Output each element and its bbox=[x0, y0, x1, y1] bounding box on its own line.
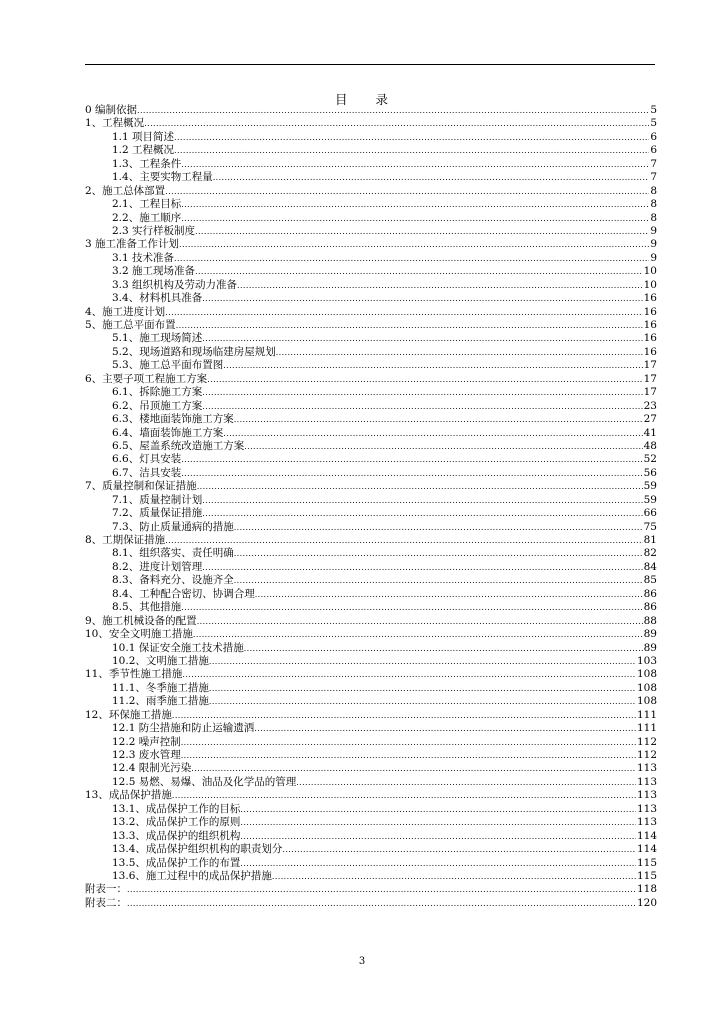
toc-leader-dots bbox=[237, 279, 643, 292]
toc-entry-title: 13、成品保护措施 bbox=[85, 789, 172, 802]
toc-leader-dots bbox=[244, 642, 643, 655]
toc-leader-dots bbox=[209, 682, 636, 695]
toc-leader-dots bbox=[181, 453, 642, 466]
toc-entry[interactable] bbox=[85, 427, 657, 440]
toc-leader-dots bbox=[174, 252, 649, 265]
toc-entry-title: 2.1、工程目标 bbox=[112, 198, 182, 211]
toc-entry[interactable] bbox=[85, 319, 657, 332]
toc-entry-page: 27 bbox=[643, 413, 657, 426]
toc-entry-title: 6.1、拆除施工方案 bbox=[112, 386, 203, 399]
toc-entry-title: 3 施工准备工作计划 bbox=[85, 238, 180, 251]
toc-entry-title: 7.1、质量控制计划 bbox=[112, 493, 203, 506]
toc-entry-page: 41 bbox=[643, 426, 657, 439]
toc-entry-page: 10 bbox=[643, 265, 657, 278]
toc-entry[interactable] bbox=[85, 171, 657, 184]
toc-entry-title: 2.3 实行样板制度 bbox=[112, 224, 196, 237]
toc-entry-page: 52 bbox=[643, 453, 657, 466]
toc-entry-title: 13.6、施工过程中的成品保护措施 bbox=[112, 869, 272, 882]
toc-entry-title: 附表一： bbox=[85, 883, 127, 896]
toc-leader-dots bbox=[244, 440, 642, 453]
toc-entry-title: 11.1、冬季施工措施 bbox=[112, 681, 209, 694]
toc-entry[interactable] bbox=[85, 252, 657, 265]
toc-entry-page: 113 bbox=[636, 789, 657, 802]
toc-leader-dots bbox=[254, 722, 636, 735]
toc-entry-page: 16 bbox=[643, 319, 657, 331]
toc-entry-title: 1.4、主要实物工程量 bbox=[112, 171, 213, 184]
toc-entry-page: 89 bbox=[643, 641, 657, 654]
page-number: 3 bbox=[358, 956, 366, 967]
toc-entry-page: 86 bbox=[643, 601, 657, 614]
toc-entry[interactable] bbox=[85, 185, 657, 198]
toc-entry-title: 0 编制依据 bbox=[85, 104, 138, 116]
toc-leader-dots bbox=[181, 467, 642, 480]
toc-entry-title: 4、施工进度计划 bbox=[85, 305, 166, 318]
toc-entry[interactable] bbox=[85, 400, 657, 413]
toc-entry-page: 23 bbox=[643, 399, 657, 412]
toc-entry-page: 8 bbox=[650, 211, 657, 224]
table-of-contents bbox=[85, 104, 657, 910]
toc-entry-title: 5、施工总平面布置 bbox=[85, 319, 176, 331]
toc-leader-dots bbox=[272, 870, 636, 883]
toc-entry-page: 112 bbox=[636, 749, 657, 761]
toc-leader-dots bbox=[234, 547, 643, 560]
toc-entry-title: 10.2、文明施工措施 bbox=[112, 654, 209, 667]
toc-entry-page: 5 bbox=[650, 104, 657, 116]
toc-entry-title: 7.2、质量保证措施 bbox=[112, 507, 203, 520]
toc-entry[interactable] bbox=[85, 144, 657, 157]
toc-entry[interactable] bbox=[85, 668, 657, 681]
toc-entry-page: 48 bbox=[643, 439, 657, 452]
toc-leader-dots bbox=[240, 830, 636, 843]
toc-entry-page: 6 bbox=[650, 130, 657, 143]
toc-leader-dots bbox=[181, 601, 642, 614]
toc-leader-dots bbox=[179, 238, 649, 251]
toc-entry-page: 113 bbox=[636, 816, 657, 829]
toc-entry-title: 8、工期保证措施 bbox=[85, 534, 166, 546]
toc-entry[interactable] bbox=[85, 413, 657, 426]
toc-entry-page: 111 bbox=[636, 722, 657, 735]
toc-leader-dots bbox=[181, 736, 636, 749]
toc-entry-page: 66 bbox=[643, 507, 657, 520]
toc-entry-title: 8.3、备料充分、设施齐全 bbox=[112, 574, 234, 587]
toc-entry-title: 12、环保施工措施 bbox=[85, 708, 172, 721]
toc-entry-title: 7、质量控制和保证措施 bbox=[85, 480, 197, 493]
toc-entry-title: 8.2、进度计划管理 bbox=[112, 560, 203, 573]
toc-leader-dots bbox=[181, 198, 649, 211]
toc-entry-page: 59 bbox=[643, 480, 657, 493]
toc-entry-page: 112 bbox=[636, 735, 657, 748]
toc-entry-page: 108 bbox=[636, 668, 657, 681]
toc-leader-dots bbox=[195, 225, 649, 238]
toc-leader-dots bbox=[191, 762, 636, 775]
toc-entry[interactable] bbox=[85, 574, 657, 587]
toc-entry-title: 8.5、其他措施 bbox=[112, 601, 182, 614]
toc-entry[interactable] bbox=[85, 104, 657, 117]
toc-entry-page: 85 bbox=[643, 574, 657, 587]
toc-entry-title: 6.2、吊顶施工方案 bbox=[112, 399, 203, 412]
toc-entry[interactable] bbox=[85, 762, 657, 775]
toc-entry-title: 13.4、成品保护组织机构的职责划分 bbox=[112, 843, 283, 856]
toc-leader-dots bbox=[181, 749, 636, 762]
toc-entry[interactable] bbox=[85, 655, 657, 668]
toc-entry-title: 3.1 技术准备 bbox=[112, 251, 175, 264]
toc-entry-title: 6.4、墙面装饰施工方案 bbox=[112, 426, 224, 439]
toc-entry-page: 115 bbox=[636, 869, 657, 882]
header-rule bbox=[85, 64, 655, 65]
toc-entry[interactable] bbox=[85, 359, 657, 372]
toc-entry-title: 5.3、施工总平面布置图 bbox=[112, 359, 224, 372]
toc-entry-title: 3.4、材料机具准备 bbox=[112, 292, 203, 305]
toc-entry-title: 1.3、工程条件 bbox=[112, 157, 182, 170]
toc-leader-dots bbox=[296, 776, 636, 789]
toc-entry[interactable] bbox=[85, 265, 657, 278]
toc-entry-page: 8 bbox=[650, 198, 657, 211]
toc-leader-dots bbox=[276, 346, 643, 359]
toc-entry-page: 56 bbox=[643, 466, 657, 479]
toc-entry-page: 9 bbox=[650, 224, 657, 237]
toc-leader-dots bbox=[209, 695, 636, 708]
toc-entry[interactable] bbox=[85, 682, 657, 695]
toc-entry[interactable] bbox=[85, 212, 657, 225]
toc-entry-title: 1、工程概况 bbox=[85, 117, 145, 130]
toc-entry-title: 9、施工机械设备的配置 bbox=[85, 614, 197, 627]
toc-entry-page: 84 bbox=[643, 560, 657, 573]
toc-entry-page: 81 bbox=[643, 534, 657, 546]
toc-entry-page: 118 bbox=[636, 883, 657, 896]
toc-entry-page: 8 bbox=[650, 184, 657, 197]
toc-leader-dots bbox=[172, 789, 636, 802]
toc-entry[interactable] bbox=[85, 346, 657, 359]
toc-entry[interactable] bbox=[85, 131, 657, 144]
toc-entry[interactable] bbox=[85, 897, 657, 910]
toc-leader-dots bbox=[137, 104, 649, 117]
toc-entry[interactable] bbox=[85, 547, 657, 560]
toc-entry-title: 3.3 组织机构及劳动力准备 bbox=[112, 278, 238, 291]
toc-leader-dots bbox=[202, 400, 642, 413]
toc-leader-dots bbox=[172, 709, 636, 722]
toc-leader-dots bbox=[193, 628, 643, 641]
toc-leader-dots bbox=[127, 883, 636, 896]
toc-entry[interactable] bbox=[85, 830, 657, 843]
toc-leader-dots bbox=[165, 185, 649, 198]
toc-entry-title: 12.1 防尘措施和防止运输遗洒 bbox=[112, 722, 255, 735]
toc-entry-page: 86 bbox=[643, 587, 657, 600]
toc-entry[interactable] bbox=[85, 292, 657, 305]
toc-leader-dots bbox=[165, 306, 642, 319]
toc-entry[interactable] bbox=[85, 279, 657, 292]
toc-leader-dots bbox=[174, 144, 649, 157]
toc-entry[interactable] bbox=[85, 440, 657, 453]
toc-entry[interactable] bbox=[85, 695, 657, 708]
toc-leader-dots bbox=[202, 561, 642, 574]
toc-entry-title: 6.5、屋盖系统改造施工方案 bbox=[112, 439, 245, 452]
toc-leader-dots bbox=[240, 816, 636, 829]
toc-leader-dots bbox=[202, 292, 642, 305]
toc-leader-dots bbox=[197, 480, 643, 493]
toc-entry[interactable] bbox=[85, 588, 657, 601]
toc-leader-dots bbox=[195, 265, 643, 278]
toc-entry[interactable] bbox=[85, 238, 657, 251]
toc-entry[interactable] bbox=[85, 709, 657, 722]
toc-entry[interactable] bbox=[85, 306, 657, 319]
toc-entry-page: 88 bbox=[643, 614, 657, 627]
toc-entry-title: 13.5、成品保护工作的布置 bbox=[112, 856, 241, 869]
toc-leader-dots bbox=[174, 131, 649, 144]
toc-leader-dots bbox=[223, 427, 642, 440]
toc-entry-title: 12.5 易燃、易爆、油品及化学品的管理 bbox=[112, 775, 297, 788]
toc-entry[interactable] bbox=[85, 883, 657, 896]
toc-entry-title: 2.2、施工顺序 bbox=[112, 211, 182, 224]
toc-entry-page: 16 bbox=[643, 345, 657, 358]
toc-entry[interactable] bbox=[85, 749, 657, 762]
toc-entry-title: 3.2 施工现场准备 bbox=[112, 265, 196, 278]
toc-entry-page: 16 bbox=[643, 305, 657, 318]
toc-entry-page: 17 bbox=[643, 359, 657, 372]
toc-entry[interactable] bbox=[85, 601, 657, 614]
toc-entry-title: 2、施工总体部置 bbox=[85, 184, 166, 197]
toc-entry-title: 10、安全文明施工措施 bbox=[85, 628, 193, 641]
toc-entry[interactable] bbox=[85, 870, 657, 883]
toc-entry[interactable] bbox=[85, 776, 657, 789]
toc-leader-dots bbox=[181, 158, 649, 171]
toc-entry-page: 6 bbox=[650, 144, 657, 157]
toc-entry[interactable] bbox=[85, 480, 657, 493]
toc-leader-dots bbox=[255, 588, 643, 601]
toc-leader-dots bbox=[234, 413, 643, 426]
toc-entry-title: 8.1、组织落实、责任明确 bbox=[112, 547, 234, 560]
toc-entry[interactable] bbox=[85, 561, 657, 574]
toc-leader-dots bbox=[202, 386, 642, 399]
toc-leader-dots bbox=[240, 803, 636, 816]
toc-entry[interactable] bbox=[85, 225, 657, 238]
toc-entry-page: 9 bbox=[650, 238, 657, 251]
toc-entry-page: 59 bbox=[643, 493, 657, 506]
toc-entry-page: 16 bbox=[643, 332, 657, 345]
toc-leader-dots bbox=[144, 117, 649, 130]
toc-entry[interactable] bbox=[85, 534, 657, 547]
toc-entry-title: 1.1 项目简述 bbox=[112, 130, 175, 143]
toc-entry[interactable] bbox=[85, 803, 657, 816]
toc-entry-title: 附表二： bbox=[85, 896, 127, 909]
toc-entry[interactable] bbox=[85, 467, 657, 480]
toc-entry-page: 120 bbox=[636, 896, 657, 909]
toc-leader-dots bbox=[197, 615, 643, 628]
toc-entry[interactable] bbox=[85, 507, 657, 520]
toc-entry-page: 103 bbox=[636, 654, 657, 667]
toc-entry[interactable] bbox=[85, 628, 657, 641]
toc-entry-page: 17 bbox=[643, 386, 657, 399]
toc-entry[interactable] bbox=[85, 857, 657, 870]
toc-entry-page: 113 bbox=[636, 802, 657, 815]
toc-entry[interactable] bbox=[85, 494, 657, 507]
toc-entry-title: 12.3 废水管理 bbox=[112, 749, 181, 761]
toc-entry-title: 6.6、灯具安装 bbox=[112, 453, 182, 466]
toc-entry[interactable] bbox=[85, 521, 657, 534]
toc-leader-dots bbox=[182, 668, 636, 681]
toc-entry-title: 13.1、成品保护工作的目标 bbox=[112, 802, 241, 815]
toc-leader-dots bbox=[234, 521, 643, 534]
toc-entry-page: 9 bbox=[650, 251, 657, 264]
toc-leader-dots bbox=[234, 574, 643, 587]
toc-leader-dots bbox=[202, 507, 642, 520]
toc-leader-dots bbox=[223, 359, 642, 372]
toc-leader-dots bbox=[202, 494, 642, 507]
toc-entry-title: 5.1、施工现场简述 bbox=[112, 332, 203, 345]
toc-entry-page: 115 bbox=[636, 856, 657, 869]
toc-entry-page: 108 bbox=[636, 695, 657, 708]
toc-entry[interactable] bbox=[85, 615, 657, 628]
toc-leader-dots bbox=[282, 843, 636, 856]
toc-leader-dots bbox=[207, 373, 642, 386]
toc-entry-title: 10.1 保证安全施工技术措施 bbox=[112, 641, 244, 654]
toc-entry-page: 82 bbox=[643, 547, 657, 560]
toc-leader-dots bbox=[127, 897, 636, 910]
toc-leader-dots bbox=[181, 212, 649, 225]
toc-entry-title: 6、主要子项工程施工方案 bbox=[85, 372, 208, 385]
toc-entry-title: 6.3、楼地面装饰施工方案 bbox=[112, 413, 234, 426]
toc-entry[interactable] bbox=[85, 332, 657, 345]
toc-entry-page: 7 bbox=[650, 157, 657, 170]
toc-entry-title: 13.2、成品保护工作的原则 bbox=[112, 816, 241, 829]
toc-entry[interactable] bbox=[85, 843, 657, 856]
toc-entry-page: 111 bbox=[636, 708, 657, 721]
toc-entry-title: 5.2、现场道路和现场临建房屋规划 bbox=[112, 345, 276, 358]
toc-entry-title: 1.2 工程概况 bbox=[112, 144, 175, 157]
toc-leader-dots bbox=[165, 534, 642, 547]
toc-entry-title: 11、季节性施工措施 bbox=[85, 668, 183, 681]
toc-entry[interactable] bbox=[85, 198, 657, 211]
toc-entry-page: 75 bbox=[643, 520, 657, 533]
toc-entry-title: 7.3、防止质量通病的措施 bbox=[112, 520, 234, 533]
toc-entry[interactable] bbox=[85, 816, 657, 829]
toc-entry[interactable] bbox=[85, 642, 657, 655]
toc-entry[interactable] bbox=[85, 789, 657, 802]
toc-entry[interactable] bbox=[85, 117, 657, 130]
toc-entry-page: 17 bbox=[643, 372, 657, 385]
toc-entry-page: 113 bbox=[636, 775, 657, 788]
toc-entry-page: 108 bbox=[636, 681, 657, 694]
toc-entry[interactable] bbox=[85, 158, 657, 171]
toc-entry-title: 6.7、洁具安装 bbox=[112, 466, 182, 479]
toc-entry[interactable] bbox=[85, 453, 657, 466]
toc-entry[interactable] bbox=[85, 722, 657, 735]
toc-entry-page: 7 bbox=[650, 171, 657, 184]
toc-entry[interactable] bbox=[85, 373, 657, 386]
toc-entry-page: 113 bbox=[636, 762, 657, 775]
page-title: 目 录 bbox=[334, 92, 389, 107]
toc-entry[interactable] bbox=[85, 736, 657, 749]
toc-leader-dots bbox=[209, 655, 636, 668]
toc-leader-dots bbox=[240, 857, 636, 870]
toc-entry-page: 10 bbox=[643, 278, 657, 291]
toc-entry-title: 8.4、工种配合密切、协调合理 bbox=[112, 587, 255, 600]
toc-entry-page: 89 bbox=[643, 628, 657, 641]
toc-entry[interactable] bbox=[85, 386, 657, 399]
toc-leader-dots bbox=[176, 319, 643, 332]
toc-leader-dots bbox=[213, 171, 650, 184]
toc-entry-page: 16 bbox=[643, 292, 657, 305]
toc-entry-title: 12.2 噪声控制 bbox=[112, 735, 181, 748]
toc-entry-page: 5 bbox=[650, 117, 657, 130]
toc-entry-title: 11.2、雨季施工措施 bbox=[112, 695, 209, 708]
toc-entry-page: 114 bbox=[636, 843, 657, 856]
toc-entry-page: 114 bbox=[636, 829, 657, 842]
toc-leader-dots bbox=[202, 332, 642, 345]
toc-entry-title: 12.4 限制光污染 bbox=[112, 762, 192, 775]
toc-entry-title: 13.3、成品保护的组织机构 bbox=[112, 829, 241, 842]
